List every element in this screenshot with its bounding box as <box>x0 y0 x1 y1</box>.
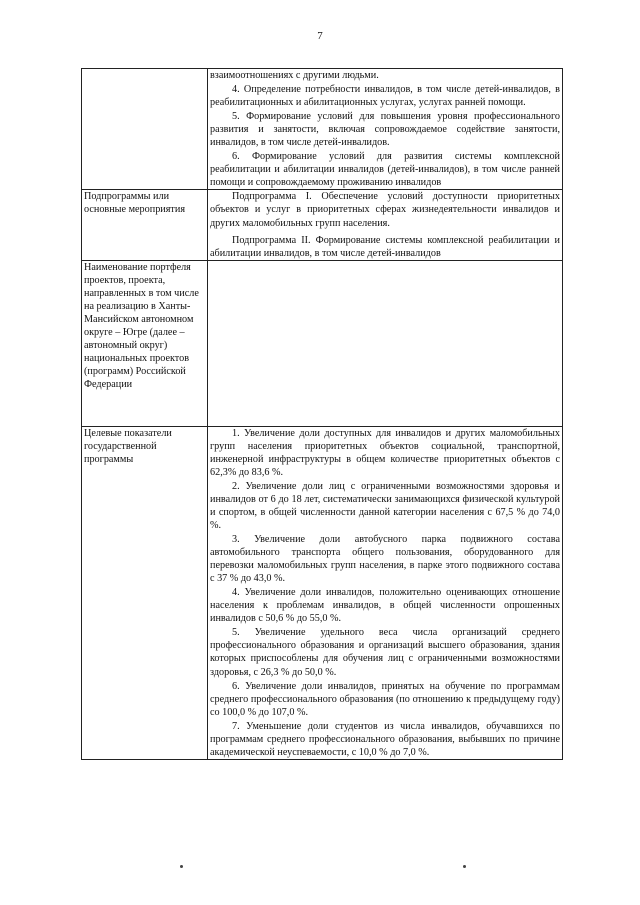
targets-label: Целевые показатели государственной программы <box>82 426 208 759</box>
portfolio-label: Наименование портфеля проектов, проекта, направленных в том числе на реализацию в Ханты-Мансийском автономном округе – Югре (далее – автономный округ) национальных проектов (программ) Российской Федерации <box>82 260 208 426</box>
continuation-label-cell <box>82 69 208 190</box>
target-paragraph: 1. Увеличение доли доступных для инвалидов и других маломобильных групп населения приоритетных объектов социальной, транспортной, инженерной инфраструктуры в общем количестве приоритетных объектов с 62,3% до 83,6 %. <box>210 427 560 478</box>
scan-mark <box>463 865 466 868</box>
scan-mark <box>180 865 183 868</box>
target-paragraph: 4. Увеличение доли инвалидов, положительно оценивающих отношение населения к проблемам инвалидов, в общей численности опрошенных инвалидов с 50,6 % до 55,0 %. <box>210 587 560 625</box>
table-row-continuation <box>82 69 563 190</box>
target-paragraph: 2. Увеличение доли лиц с ограниченными возможностями здоровья и инвалидов от 6 до 18 лет, систематически занимающихся физической культурой и спортом, в общей численности данной категории населения с 67,5 % до 74,0 %. <box>210 480 560 531</box>
table-row-targets <box>82 426 563 759</box>
subprogram-paragraph: Подпрограмма II. Формирование системы комплексной реабилитации и абилитации инвалидов, в том числе детей-инвалидов <box>210 234 560 259</box>
continuation-paragraph: 6. Формирование условий для развития системы комплексной реабилитации и абилитации инвалидов (детей-инвалидов), в том числе ранней помощи и сопровождаемому проживанию инвалидов <box>210 151 560 189</box>
table-row-subprograms <box>82 190 563 260</box>
subprograms-label: Подпрограммы или основные мероприятия <box>82 190 208 260</box>
continuation-paragraph: 5. Формирование условий для повышения уровня профессионального развития и занятости, включая сопровождаемое содействие занятости, инвалидов, в том числе детей-инвалидов. <box>210 111 560 149</box>
target-paragraph: 3. Увеличение доли автобусного парка подвижного состава автомобильного транспорта общего пользования, оборудованного для перевозки маломобильных групп населения, в парке этого подвижного состава с 37 % до 43,0 %. <box>210 534 560 585</box>
continuation-paragraph: взаимоотношениях с другими людьми. <box>210 70 379 81</box>
continuation-value-cell <box>208 69 563 190</box>
page-number: 7 <box>317 30 323 42</box>
program-passport-table <box>81 68 563 760</box>
continuation-paragraph: 4. Определение потребности инвалидов, в том числе детей-инвалидов, в реабилитационных и абилитационных услугах, услугах ранней помощи. <box>210 84 560 109</box>
portfolio-value-cell <box>208 260 563 426</box>
subprogram-paragraph: Подпрограмма I. Обеспечение условий доступности приоритетных объектов и услуг в приоритетных сферах жизнедеятельности инвалидов и других маломобильных групп населения. <box>210 191 560 229</box>
subprograms-value-cell <box>208 190 563 260</box>
target-paragraph: 5. Увеличение удельного веса числа организаций среднего профессионального образования и организаций высшего образования, здания которых приспособлены для обучения лиц с ограниченными возможностями здоровья, с 26,3 % до 50,0 %. <box>210 627 560 678</box>
targets-value-cell <box>208 426 563 759</box>
table-row-portfolio <box>82 260 563 426</box>
target-paragraph: 6. Увеличение доли инвалидов, принятых на обучение по программам среднего профессионального образования (по отношению к предыдущему году) со 100,0 % до 107,0 %. <box>210 680 560 718</box>
target-paragraph: 7. Уменьшение доли студентов из числа инвалидов, обучавшихся по программам среднего профессионального образования, выбывших по причине академической неуспеваемости, с 10,0 % до 7,0 %. <box>210 720 560 758</box>
